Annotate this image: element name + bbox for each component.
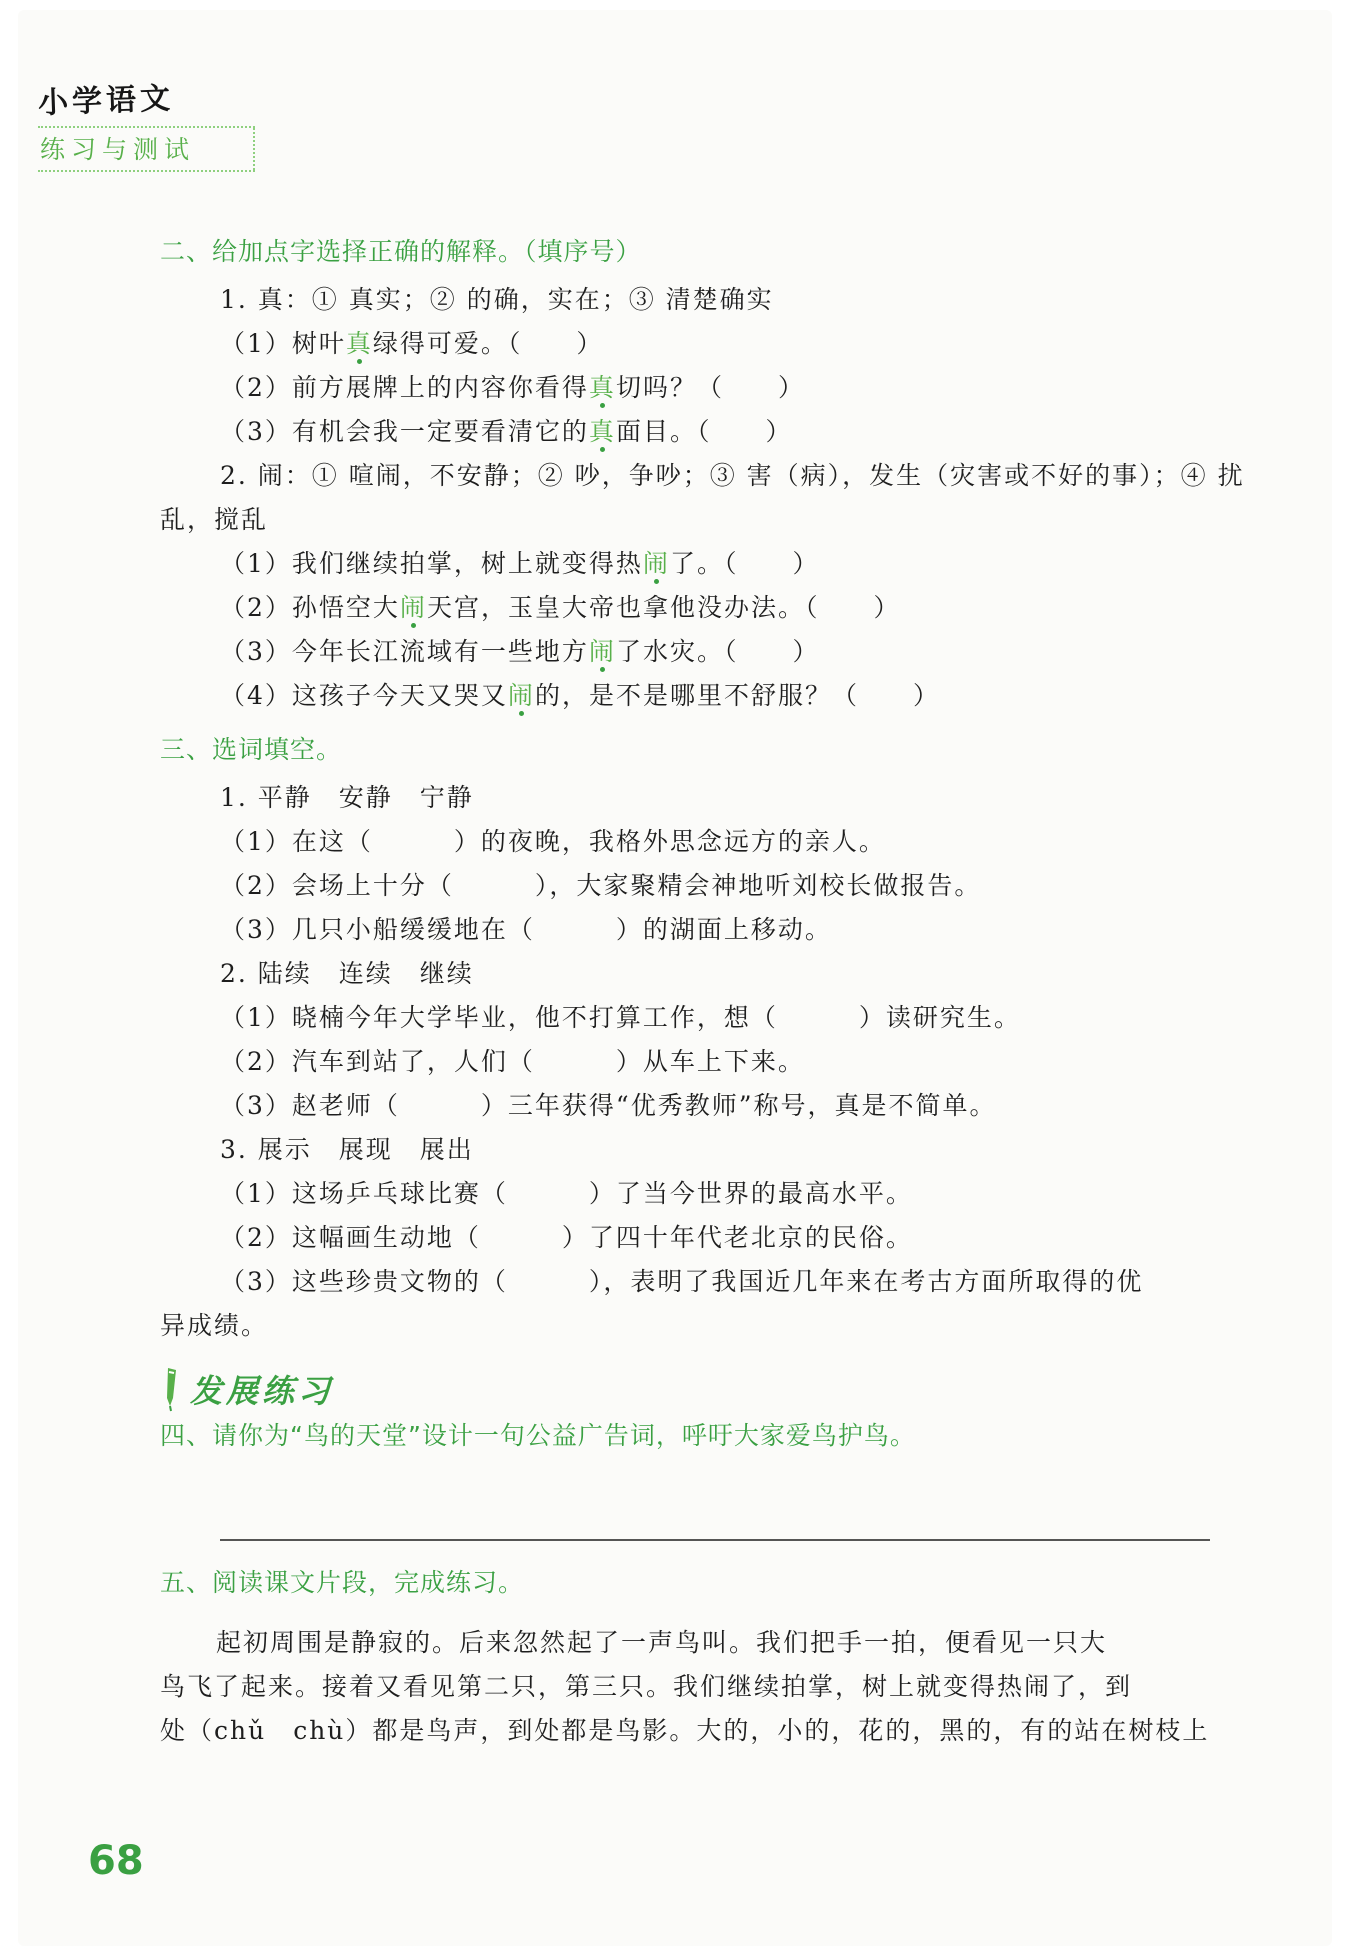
answer-line[interactable] bbox=[220, 1538, 1210, 1541]
group-1-item-2: （2）会场上十分（ ），大家聚精会神地听刘校长做报告。 bbox=[220, 871, 982, 900]
dotted-char: 真 bbox=[588, 373, 616, 402]
pen-icon bbox=[160, 1366, 182, 1412]
page-content bbox=[160, 232, 1245, 1753]
q1-item-2 bbox=[160, 366, 1210, 410]
passage-line-2: 鸟飞了起来。接着又看见第二只，第三只。我们继续拍掌，树上就变得热闹了，到 bbox=[160, 1672, 1133, 1701]
q1-item-3-pre: （3）有机会我一定要看清它的 bbox=[220, 417, 589, 446]
dotted-char: 闹 bbox=[588, 637, 616, 666]
brand-title: 小学语文 bbox=[37, 81, 175, 121]
group-3-item-2: （2）这幅画生动地（ ）了四十年代老北京的民俗。 bbox=[220, 1223, 913, 1252]
page-number: 68 bbox=[88, 1838, 144, 1884]
dotted-char: 闹 bbox=[399, 593, 427, 622]
group-1-item-3: （3）几只小船缓缓地在（ ）的湖面上移动。 bbox=[220, 915, 832, 944]
q2-item-1-pre: （1）我们继续拍掌，树上就变得热 bbox=[220, 549, 643, 578]
q2-item-2-post: 天宫，玉皇大帝也拿他没办法。（ ） bbox=[426, 593, 901, 622]
section-2-title: 二、给加点字选择正确的解释。（填序号） bbox=[160, 237, 642, 266]
q2-definition-line-2: 乱，搅乱 bbox=[160, 505, 269, 534]
q2-item-3-pre: （3）今年长江流域有一些地方 bbox=[220, 637, 589, 666]
group-1-item-1: （1）在这（ ）的夜晚，我格外思念远方的亲人。 bbox=[220, 827, 886, 856]
group-3-item-3-line-2: 异成绩。 bbox=[160, 1311, 269, 1340]
q1-item-1-post: 绿得可爱。（ ） bbox=[372, 329, 604, 358]
q2-item-1-post: 了。（ ） bbox=[669, 549, 820, 578]
passage-line-1: 起初周围是静寂的。后来忽然起了一声鸟叫。我们把手一拍，便看见一只大 bbox=[216, 1628, 1108, 1657]
book-brand bbox=[38, 78, 255, 172]
section-3-title: 三、选词填空。 bbox=[160, 735, 343, 764]
dotted-char: 闹 bbox=[507, 681, 535, 710]
group-2-item-3: （3）赵老师（ ）三年获得“优秀教师”称号，真是不简单。 bbox=[220, 1091, 997, 1120]
group-2-item-2: （2）汽车到站了，人们（ ）从车上下来。 bbox=[220, 1047, 805, 1076]
q2-item-3 bbox=[160, 630, 1210, 674]
development-header bbox=[160, 1366, 1210, 1412]
q1-item-1-pre: （1）树叶 bbox=[220, 329, 346, 358]
dotted-char: 真 bbox=[588, 417, 616, 446]
dotted-char: 闹 bbox=[642, 549, 670, 578]
section-4-title: 四、请你为“鸟的天堂”设计一句公益广告词，呼吁大家爱鸟护鸟。 bbox=[160, 1421, 916, 1450]
q2-item-1 bbox=[160, 542, 1210, 586]
development-label: 发展练习 bbox=[190, 1372, 335, 1410]
q1-definition: 1. 真：① 真实；② 的确，实在；③ 清楚确实 bbox=[220, 285, 774, 314]
q2-item-4-pre: （4）这孩子今天又哭又 bbox=[220, 681, 508, 710]
q1-item-2-pre: （2）前方展牌上的内容你看得 bbox=[220, 373, 589, 402]
q2-item-4-post: 的，是不是哪里不舒服？（ ） bbox=[534, 681, 940, 710]
group-2-words: 2. 陆续 连续 继续 bbox=[220, 959, 474, 988]
group-2-item-1: （1）晓楠今年大学毕业，他不打算工作，想（ ）读研究生。 bbox=[220, 1003, 1021, 1032]
brand-subtitle: 练习与测试 bbox=[38, 126, 255, 172]
passage-line-3: 处（chǔ chù）都是鸟声，到处都是鸟影。大的，小的，花的，黑的，有的站在树枝上 bbox=[160, 1716, 1210, 1745]
q2-item-4 bbox=[160, 674, 1210, 718]
q1-item-1 bbox=[160, 322, 1210, 366]
q2-item-2 bbox=[160, 586, 1210, 630]
dotted-char: 真 bbox=[345, 329, 373, 358]
q2-item-3-post: 了水灾。（ ） bbox=[615, 637, 820, 666]
group-3-item-1: （1）这场乒乓球比赛（ ）了当今世界的最高水平。 bbox=[220, 1179, 913, 1208]
group-3-item-3-line-1: （3）这些珍贵文物的（ ），表明了我国近几年来在考古方面所取得的优 bbox=[220, 1267, 1144, 1296]
q1-item-2-post: 切吗？（ ） bbox=[615, 373, 805, 402]
section-5-title: 五、阅读课文片段，完成练习。 bbox=[160, 1568, 525, 1597]
q2-definition-line-1: 2. 闹：① 喧闹，不安静；② 吵，争吵；③ 害（病），发生（灾害或不好的事）；④ 扰 bbox=[220, 461, 1245, 490]
group-3-words: 3. 展示 展现 展出 bbox=[220, 1135, 474, 1164]
q2-item-2-pre: （2）孙悟空大 bbox=[220, 593, 400, 622]
group-1-words: 1. 平静 安静 宁静 bbox=[220, 783, 474, 812]
q1-item-3-post: 面目。（ ） bbox=[615, 417, 793, 446]
q1-item-3 bbox=[160, 410, 1210, 454]
